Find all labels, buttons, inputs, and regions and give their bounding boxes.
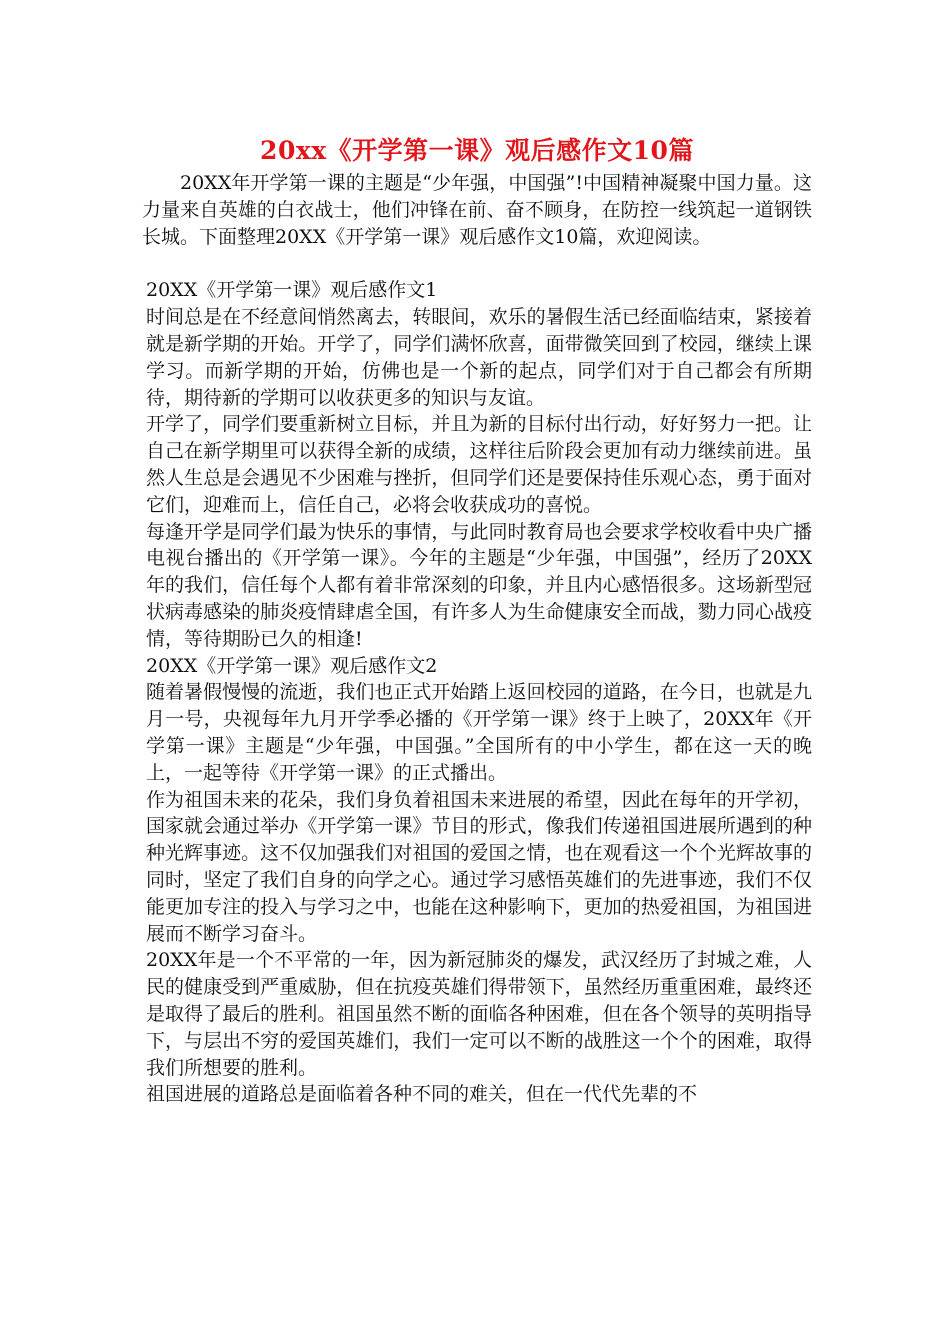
section-spacer bbox=[142, 250, 812, 277]
body-paragraph: 时间总是在不经意间悄然离去，转眼间，欢乐的暑假生活已经面临结束，紧接着就是新学期的开始。开学了，同学们满怀欣喜，面带微笑回到了校园，继续上课学习。而新学期的开始，仿佛也是一个新的起点，同学们对于自己都会有所期待，期待新的学期可以收获更多的知识与友谊。 bbox=[146, 306, 812, 409]
body-paragraph: 开学了，同学们要重新树立目标，并且为新的目标付出行动，好好努力一把。让自己在新学期里可以获得全新的成绩，这样往后阶段会更加有动力继续前进。虽然人生总是会遇见不少困难与挫折，但同学们还是要保持佳乐观心态，勇于面对它们，迎难而上，信任自己，必将会收获成功的喜悦。 bbox=[146, 413, 812, 516]
section-1 bbox=[142, 277, 812, 652]
document-title: 20xx《开学第一课》观后感作文10篇 bbox=[260, 136, 694, 165]
body-paragraph: 每逢开学是同学们最为快乐的事情，与此同时教育局也会要求学校收看中央广播电视台播出的《开学第一课》。今年的主题是“少年强，中国强”，经历了20XX年的我们，信任每个人都有着非常深刻的印象，并且内心感悟很多。这场新型冠状病毒感染的肺炎疫情肆虐全国，有许多人为生命健康安全而战，勠力同心战疫情，等待期盼已久的相逢! bbox=[146, 520, 812, 650]
intro-paragraph: 20XX年开学第一课的主题是“少年强，中国强”!中国精神凝聚中国力量。这力量来自英雄的白衣战士，他们冲锋在前、奋不顾身，在防控一线筑起一道钢铁长城。下面整理20XX《开学第一课》观后感作文10篇，欢迎阅读。 bbox=[142, 172, 812, 248]
body-paragraph: 祖国进展的道路总是面临着各种不同的难关，但在一代代先辈的不 bbox=[146, 1083, 698, 1106]
body-paragraph: 作为祖国未来的花朵，我们身负着祖国未来进展的希望，因此在每年的开学初，国家就会通过举办《开学第一课》节目的形式，像我们传递祖国进展所遇到的种种光辉事迹。这不仅加强我们对祖国的爱国之情，也在观看这一个个光辉故事的同时，坚定了我们自身的向学之心。通过学习感悟英雄们的先进事迹，我们不仅能更加专注的投入与学习之中，也能在这种影响下，更加的热爱祖国，为祖国进展而不断学习奋斗。 bbox=[146, 788, 812, 945]
body-paragraph: 随着暑假慢慢的流逝，我们也正式开始踏上返回校园的道路，在今日，也就是九月一号，央视每年九月开学季必播的《开学第一课》终于上映了，20XX年《开学第一课》主题是“少年强，中国强。”全国所有的中小学生，都在这一天的晚上，一起等待《开学第一课》的正式播出。 bbox=[146, 681, 812, 784]
section-2 bbox=[142, 653, 812, 1109]
section-heading: 20XX《开学第一课》观后感作文2 bbox=[146, 654, 438, 677]
document-page bbox=[142, 132, 812, 1108]
body-paragraph: 20XX年是一个不平常的一年，因为新冠肺炎的爆发，武汉经历了封城之难，人民的健康受到严重威胁，但在抗疫英雄们得带领下，虽然经历重重困难，最终还是取得了最后的胜利。祖国虽然不断的面临各种困难，但在各个领导的英明指导下，与层出不穷的爱国英雄们，我们一定可以不断的战胜这一个个的困难，取得我们所想要的胜利。 bbox=[146, 949, 812, 1079]
section-heading: 20XX《开学第一课》观后感作文1 bbox=[146, 279, 438, 302]
